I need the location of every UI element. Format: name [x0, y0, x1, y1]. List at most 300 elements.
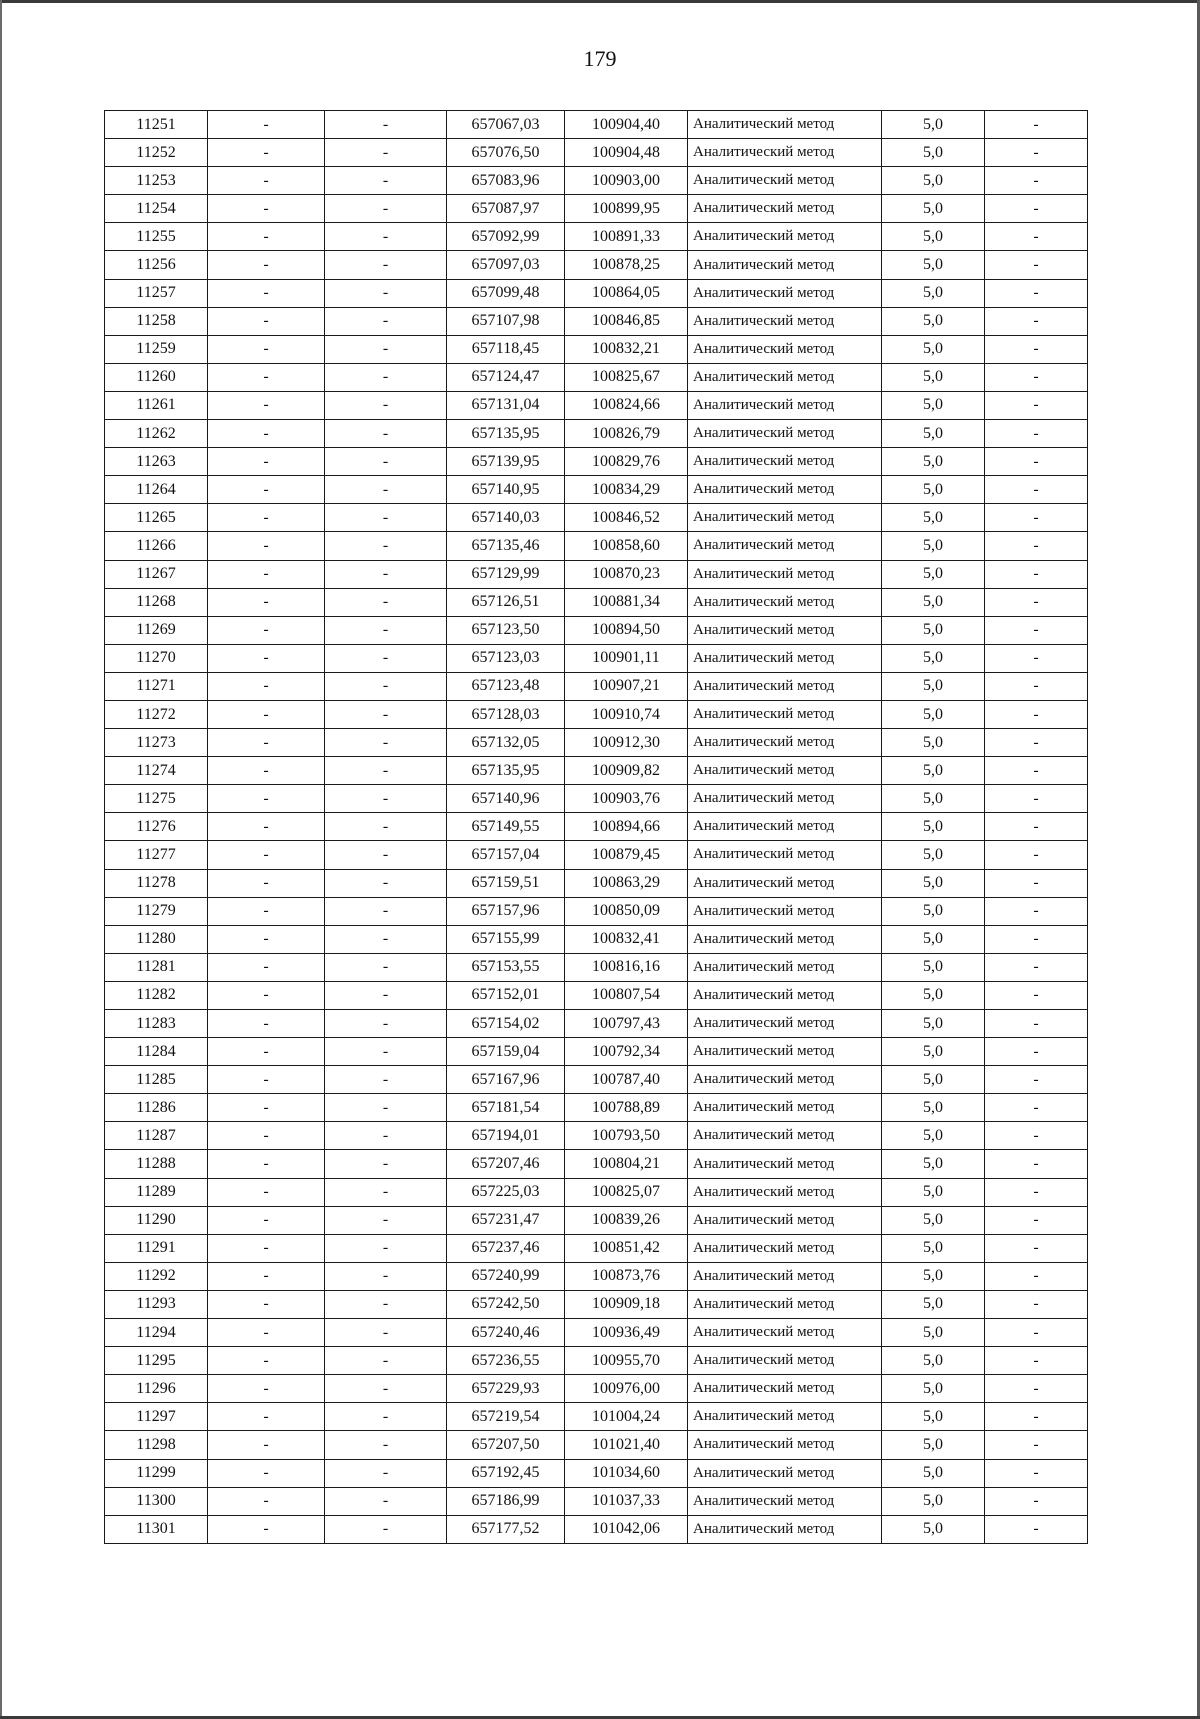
cell-col2-cell: - — [208, 111, 325, 139]
accuracy-cell: 5,0 — [882, 1515, 985, 1543]
point-number-cell: 11279 — [105, 897, 208, 925]
method-cell: Аналитический метод — [688, 953, 882, 981]
accuracy-cell: 5,0 — [882, 167, 985, 195]
point-number-cell: 11257 — [105, 279, 208, 307]
method-cell: Аналитический метод — [688, 167, 882, 195]
coord-y-cell: 100891,33 — [565, 223, 688, 251]
cell-col3-cell: - — [325, 897, 447, 925]
cell-col8-cell: - — [985, 1178, 1088, 1206]
cell-col2-cell: - — [208, 757, 325, 785]
cell-col8-cell: - — [985, 1515, 1088, 1543]
cell-col8-cell: - — [985, 1262, 1088, 1290]
table-row — [105, 504, 1088, 532]
point-number-cell: 11276 — [105, 813, 208, 841]
cell-col2-cell: - — [208, 1347, 325, 1375]
table-row — [105, 279, 1088, 307]
coord-x-cell: 657132,05 — [447, 729, 565, 757]
cell-col8-cell: - — [985, 953, 1088, 981]
cell-col3-cell: - — [325, 1038, 447, 1066]
cell-col3-cell: - — [325, 1150, 447, 1178]
cell-col8-cell: - — [985, 588, 1088, 616]
cell-col3-cell: - — [325, 504, 447, 532]
cell-col2-cell: - — [208, 1487, 325, 1515]
cell-col8-cell: - — [985, 1487, 1088, 1515]
cell-col2-cell: - — [208, 813, 325, 841]
point-number-cell: 11283 — [105, 1010, 208, 1038]
accuracy-cell: 5,0 — [882, 279, 985, 307]
accuracy-cell: 5,0 — [882, 1122, 985, 1150]
table-row — [105, 785, 1088, 813]
method-cell: Аналитический метод — [688, 1122, 882, 1150]
cell-col8-cell: - — [985, 504, 1088, 532]
table-row — [105, 813, 1088, 841]
accuracy-cell: 5,0 — [882, 981, 985, 1009]
cell-col8-cell: - — [985, 195, 1088, 223]
cell-col2-cell: - — [208, 1066, 325, 1094]
coord-x-cell: 657139,95 — [447, 448, 565, 476]
point-number-cell: 11284 — [105, 1038, 208, 1066]
coord-y-cell: 100832,21 — [565, 335, 688, 363]
table-row — [105, 167, 1088, 195]
point-number-cell: 11263 — [105, 448, 208, 476]
cell-col8-cell: - — [985, 139, 1088, 167]
point-number-cell: 11256 — [105, 251, 208, 279]
coord-x-cell: 657099,48 — [447, 279, 565, 307]
cell-col2-cell: - — [208, 1515, 325, 1543]
cell-col8-cell: - — [985, 1459, 1088, 1487]
accuracy-cell: 5,0 — [882, 1347, 985, 1375]
cell-col2-cell: - — [208, 504, 325, 532]
accuracy-cell: 5,0 — [882, 700, 985, 728]
coord-y-cell: 100903,76 — [565, 785, 688, 813]
accuracy-cell: 5,0 — [882, 841, 985, 869]
method-cell: Аналитический метод — [688, 729, 882, 757]
coord-y-cell: 101034,60 — [565, 1459, 688, 1487]
coord-y-cell: 100904,48 — [565, 139, 688, 167]
cell-col8-cell: - — [985, 223, 1088, 251]
point-number-cell: 11272 — [105, 700, 208, 728]
cell-col3-cell: - — [325, 1375, 447, 1403]
coord-y-cell: 101037,33 — [565, 1487, 688, 1515]
cell-col3-cell: - — [325, 1234, 447, 1262]
coord-x-cell: 657157,96 — [447, 897, 565, 925]
cell-col3-cell: - — [325, 672, 447, 700]
accuracy-cell: 5,0 — [882, 672, 985, 700]
coord-x-cell: 657157,04 — [447, 841, 565, 869]
coord-x-cell: 657154,02 — [447, 1010, 565, 1038]
cell-col8-cell: - — [985, 925, 1088, 953]
table-row — [105, 223, 1088, 251]
point-number-cell: 11291 — [105, 1234, 208, 1262]
accuracy-cell: 5,0 — [882, 1319, 985, 1347]
coord-y-cell: 100864,05 — [565, 279, 688, 307]
accuracy-cell: 5,0 — [882, 307, 985, 335]
coord-x-cell: 657149,55 — [447, 813, 565, 841]
coord-x-cell: 657159,51 — [447, 869, 565, 897]
point-number-cell: 11267 — [105, 560, 208, 588]
coord-y-cell: 100863,29 — [565, 869, 688, 897]
cell-col8-cell: - — [985, 897, 1088, 925]
table-row — [105, 841, 1088, 869]
point-number-cell: 11269 — [105, 616, 208, 644]
cell-col2-cell: - — [208, 279, 325, 307]
cell-col2-cell: - — [208, 1038, 325, 1066]
cell-col2-cell: - — [208, 139, 325, 167]
point-number-cell: 11262 — [105, 420, 208, 448]
coord-y-cell: 100910,74 — [565, 700, 688, 728]
cell-col8-cell: - — [985, 1403, 1088, 1431]
method-cell: Аналитический метод — [688, 504, 882, 532]
cell-col2-cell: - — [208, 729, 325, 757]
coord-x-cell: 657153,55 — [447, 953, 565, 981]
accuracy-cell: 5,0 — [882, 785, 985, 813]
cell-col3-cell: - — [325, 279, 447, 307]
cell-col2-cell: - — [208, 672, 325, 700]
coord-x-cell: 657177,52 — [447, 1515, 565, 1543]
cell-col3-cell: - — [325, 1319, 447, 1347]
table-row — [105, 111, 1088, 139]
table-row — [105, 700, 1088, 728]
accuracy-cell: 5,0 — [882, 420, 985, 448]
table-row — [105, 307, 1088, 335]
accuracy-cell: 5,0 — [882, 1150, 985, 1178]
method-cell: Аналитический метод — [688, 981, 882, 1009]
point-number-cell: 11271 — [105, 672, 208, 700]
accuracy-cell: 5,0 — [882, 1010, 985, 1038]
cell-col2-cell: - — [208, 785, 325, 813]
cell-col8-cell: - — [985, 532, 1088, 560]
point-number-cell: 11268 — [105, 588, 208, 616]
cell-col2-cell: - — [208, 391, 325, 419]
cell-col8-cell: - — [985, 1150, 1088, 1178]
coord-y-cell: 100858,60 — [565, 532, 688, 560]
coord-y-cell: 100936,49 — [565, 1319, 688, 1347]
page-number: 179 — [583, 46, 617, 71]
coord-x-cell: 657181,54 — [447, 1094, 565, 1122]
table-row — [105, 139, 1088, 167]
cell-col8-cell: - — [985, 560, 1088, 588]
cell-col3-cell: - — [325, 1347, 447, 1375]
table-row — [105, 672, 1088, 700]
accuracy-cell: 5,0 — [882, 1178, 985, 1206]
coord-x-cell: 657118,45 — [447, 335, 565, 363]
cell-col2-cell: - — [208, 167, 325, 195]
method-cell: Аналитический метод — [688, 1010, 882, 1038]
point-number-cell: 11296 — [105, 1375, 208, 1403]
accuracy-cell: 5,0 — [882, 897, 985, 925]
coord-x-cell: 657159,04 — [447, 1038, 565, 1066]
coord-y-cell: 100878,25 — [565, 251, 688, 279]
cell-col8-cell: - — [985, 644, 1088, 672]
cell-col3-cell: - — [325, 532, 447, 560]
cell-col2-cell: - — [208, 1459, 325, 1487]
method-cell: Аналитический метод — [688, 195, 882, 223]
table-row — [105, 391, 1088, 419]
coord-x-cell: 657123,03 — [447, 644, 565, 672]
method-cell: Аналитический метод — [688, 1206, 882, 1234]
coord-y-cell: 100912,30 — [565, 729, 688, 757]
point-number-cell: 11275 — [105, 785, 208, 813]
point-number-cell: 11255 — [105, 223, 208, 251]
method-cell: Аналитический метод — [688, 925, 882, 953]
coord-y-cell: 100879,45 — [565, 841, 688, 869]
coord-y-cell: 100816,16 — [565, 953, 688, 981]
coord-y-cell: 100976,00 — [565, 1375, 688, 1403]
cell-col8-cell: - — [985, 729, 1088, 757]
table-row — [105, 1262, 1088, 1290]
cell-col3-cell: - — [325, 869, 447, 897]
accuracy-cell: 5,0 — [882, 616, 985, 644]
table-row — [105, 335, 1088, 363]
cell-col2-cell: - — [208, 1262, 325, 1290]
point-number-cell: 11261 — [105, 391, 208, 419]
cell-col2-cell: - — [208, 195, 325, 223]
method-cell: Аналитический метод — [688, 1403, 882, 1431]
coord-y-cell: 100846,85 — [565, 307, 688, 335]
coord-x-cell: 657129,99 — [447, 560, 565, 588]
method-cell: Аналитический метод — [688, 757, 882, 785]
cell-col3-cell: - — [325, 1206, 447, 1234]
table-row — [105, 476, 1088, 504]
cell-col2-cell: - — [208, 251, 325, 279]
cell-col3-cell: - — [325, 391, 447, 419]
method-cell: Аналитический метод — [688, 1459, 882, 1487]
method-cell: Аналитический метод — [688, 700, 882, 728]
cell-col2-cell: - — [208, 1431, 325, 1459]
cell-col8-cell: - — [985, 307, 1088, 335]
coord-y-cell: 100904,40 — [565, 111, 688, 139]
table-row — [105, 251, 1088, 279]
cell-col8-cell: - — [985, 700, 1088, 728]
point-number-cell: 11290 — [105, 1206, 208, 1234]
point-number-cell: 11285 — [105, 1066, 208, 1094]
cell-col3-cell: - — [325, 925, 447, 953]
coord-y-cell: 100825,67 — [565, 363, 688, 391]
coord-y-cell: 100834,29 — [565, 476, 688, 504]
cell-col8-cell: - — [985, 785, 1088, 813]
table-row — [105, 757, 1088, 785]
coord-x-cell: 657097,03 — [447, 251, 565, 279]
cell-col2-cell: - — [208, 1178, 325, 1206]
point-number-cell: 11293 — [105, 1290, 208, 1318]
point-number-cell: 11270 — [105, 644, 208, 672]
cell-col2-cell: - — [208, 1150, 325, 1178]
table-row — [105, 1290, 1088, 1318]
coord-y-cell: 100824,66 — [565, 391, 688, 419]
method-cell: Аналитический метод — [688, 420, 882, 448]
cell-col3-cell: - — [325, 1262, 447, 1290]
cell-col8-cell: - — [985, 251, 1088, 279]
table-row — [105, 869, 1088, 897]
method-cell: Аналитический метод — [688, 391, 882, 419]
method-cell: Аналитический метод — [688, 1262, 882, 1290]
method-cell: Аналитический метод — [688, 1290, 882, 1318]
cell-col8-cell: - — [985, 1290, 1088, 1318]
table-row — [105, 1347, 1088, 1375]
accuracy-cell: 5,0 — [882, 1431, 985, 1459]
cell-col3-cell: - — [325, 729, 447, 757]
cell-col2-cell: - — [208, 953, 325, 981]
cell-col3-cell: - — [325, 363, 447, 391]
cell-col3-cell: - — [325, 251, 447, 279]
accuracy-cell: 5,0 — [882, 1094, 985, 1122]
cell-col8-cell: - — [985, 476, 1088, 504]
coord-y-cell: 100907,21 — [565, 672, 688, 700]
method-cell: Аналитический метод — [688, 1375, 882, 1403]
point-number-cell: 11254 — [105, 195, 208, 223]
accuracy-cell: 5,0 — [882, 813, 985, 841]
cell-col3-cell: - — [325, 813, 447, 841]
table-row — [105, 1515, 1088, 1543]
accuracy-cell: 5,0 — [882, 391, 985, 419]
point-number-cell: 11287 — [105, 1122, 208, 1150]
coord-x-cell: 657186,99 — [447, 1487, 565, 1515]
coord-y-cell: 101004,24 — [565, 1403, 688, 1431]
cell-col3-cell: - — [325, 335, 447, 363]
table-row — [105, 1487, 1088, 1515]
cell-col8-cell: - — [985, 167, 1088, 195]
cell-col2-cell: - — [208, 448, 325, 476]
cell-col3-cell: - — [325, 616, 447, 644]
cell-col8-cell: - — [985, 981, 1088, 1009]
table-row — [105, 981, 1088, 1009]
cell-col8-cell: - — [985, 841, 1088, 869]
cell-col3-cell: - — [325, 644, 447, 672]
coord-y-cell: 100788,89 — [565, 1094, 688, 1122]
cell-col3-cell: - — [325, 1010, 447, 1038]
point-number-cell: 11292 — [105, 1262, 208, 1290]
table-row — [105, 1403, 1088, 1431]
accuracy-cell: 5,0 — [882, 1403, 985, 1431]
cell-col2-cell: - — [208, 1234, 325, 1262]
accuracy-cell: 5,0 — [882, 1038, 985, 1066]
cell-col8-cell: - — [985, 111, 1088, 139]
table-row — [105, 532, 1088, 560]
table-row — [105, 1122, 1088, 1150]
coordinates-table-body — [105, 111, 1088, 1544]
accuracy-cell: 5,0 — [882, 251, 985, 279]
table-row — [105, 1066, 1088, 1094]
cell-col2-cell: - — [208, 700, 325, 728]
cell-col3-cell: - — [325, 1066, 447, 1094]
cell-col2-cell: - — [208, 1094, 325, 1122]
point-number-cell: 11301 — [105, 1515, 208, 1543]
method-cell: Аналитический метод — [688, 1319, 882, 1347]
method-cell: Аналитический метод — [688, 1150, 882, 1178]
cell-col2-cell: - — [208, 644, 325, 672]
cell-col8-cell: - — [985, 1010, 1088, 1038]
method-cell: Аналитический метод — [688, 841, 882, 869]
coord-x-cell: 657240,99 — [447, 1262, 565, 1290]
point-number-cell: 11265 — [105, 504, 208, 532]
coord-x-cell: 657135,95 — [447, 420, 565, 448]
point-number-cell: 11294 — [105, 1319, 208, 1347]
cell-col2-cell: - — [208, 1206, 325, 1234]
cell-col8-cell: - — [985, 448, 1088, 476]
coord-x-cell: 657242,50 — [447, 1290, 565, 1318]
table-row — [105, 1319, 1088, 1347]
coord-x-cell: 657152,01 — [447, 981, 565, 1009]
coord-y-cell: 100839,26 — [565, 1206, 688, 1234]
table-row — [105, 1094, 1088, 1122]
table-row — [105, 953, 1088, 981]
coord-y-cell: 100894,66 — [565, 813, 688, 841]
table-row — [105, 1150, 1088, 1178]
accuracy-cell: 5,0 — [882, 729, 985, 757]
coord-y-cell: 100909,82 — [565, 757, 688, 785]
coord-x-cell: 657092,99 — [447, 223, 565, 251]
coord-y-cell: 100894,50 — [565, 616, 688, 644]
method-cell: Аналитический метод — [688, 448, 882, 476]
coord-y-cell: 100832,41 — [565, 925, 688, 953]
coord-y-cell: 100903,00 — [565, 167, 688, 195]
coord-x-cell: 657140,95 — [447, 476, 565, 504]
coord-x-cell: 657207,46 — [447, 1150, 565, 1178]
cell-col3-cell: - — [325, 588, 447, 616]
point-number-cell: 11295 — [105, 1347, 208, 1375]
accuracy-cell: 5,0 — [882, 139, 985, 167]
cell-col8-cell: - — [985, 1234, 1088, 1262]
cell-col3-cell: - — [325, 1178, 447, 1206]
cell-col2-cell: - — [208, 1010, 325, 1038]
point-number-cell: 11278 — [105, 869, 208, 897]
table-row — [105, 363, 1088, 391]
coord-x-cell: 657167,96 — [447, 1066, 565, 1094]
cell-col8-cell: - — [985, 1206, 1088, 1234]
point-number-cell: 11300 — [105, 1487, 208, 1515]
point-number-cell: 11286 — [105, 1094, 208, 1122]
point-number-cell: 11298 — [105, 1431, 208, 1459]
point-number-cell: 11289 — [105, 1178, 208, 1206]
accuracy-cell: 5,0 — [882, 195, 985, 223]
method-cell: Аналитический метод — [688, 1066, 882, 1094]
coord-y-cell: 100797,43 — [565, 1010, 688, 1038]
coord-y-cell: 100901,11 — [565, 644, 688, 672]
table-row — [105, 729, 1088, 757]
method-cell: Аналитический метод — [688, 560, 882, 588]
accuracy-cell: 5,0 — [882, 869, 985, 897]
cell-col2-cell: - — [208, 981, 325, 1009]
cell-col3-cell: - — [325, 757, 447, 785]
cell-col3-cell: - — [325, 981, 447, 1009]
accuracy-cell: 5,0 — [882, 223, 985, 251]
point-number-cell: 11281 — [105, 953, 208, 981]
coord-y-cell: 100873,76 — [565, 1262, 688, 1290]
cell-col8-cell: - — [985, 1094, 1088, 1122]
coord-x-cell: 657135,95 — [447, 757, 565, 785]
table-row — [105, 1459, 1088, 1487]
cell-col3-cell: - — [325, 700, 447, 728]
point-number-cell: 11253 — [105, 167, 208, 195]
point-number-cell: 11258 — [105, 307, 208, 335]
cell-col3-cell: - — [325, 1094, 447, 1122]
coord-y-cell: 100793,50 — [565, 1122, 688, 1150]
point-number-cell: 11288 — [105, 1150, 208, 1178]
accuracy-cell: 5,0 — [882, 476, 985, 504]
table-row — [105, 1038, 1088, 1066]
coord-x-cell: 657076,50 — [447, 139, 565, 167]
table-row — [105, 1375, 1088, 1403]
point-number-cell: 11297 — [105, 1403, 208, 1431]
method-cell: Аналитический метод — [688, 1431, 882, 1459]
cell-col2-cell: - — [208, 1403, 325, 1431]
coord-y-cell: 101021,40 — [565, 1431, 688, 1459]
accuracy-cell: 5,0 — [882, 757, 985, 785]
cell-col3-cell: - — [325, 111, 447, 139]
cell-col3-cell: - — [325, 1431, 447, 1459]
point-number-cell: 11252 — [105, 139, 208, 167]
coord-x-cell: 657192,45 — [447, 1459, 565, 1487]
